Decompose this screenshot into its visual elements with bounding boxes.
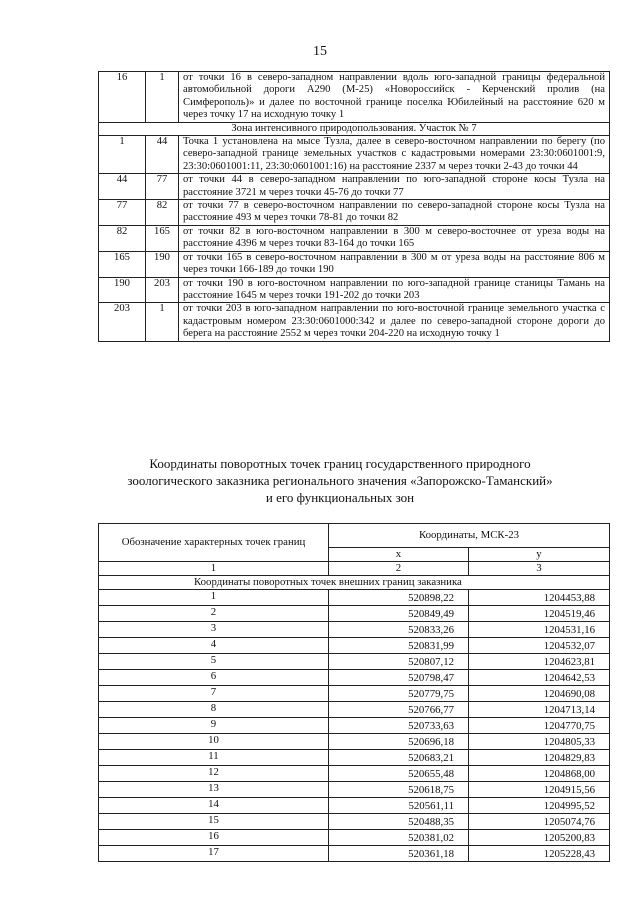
column-index: 2 bbox=[329, 562, 469, 576]
coord-x: 520381,02 bbox=[329, 830, 469, 846]
coord-y: 1204805,33 bbox=[469, 734, 610, 750]
coordinate-row bbox=[99, 606, 610, 622]
point-to: 1 bbox=[146, 72, 179, 123]
point-number: 11 bbox=[99, 750, 329, 766]
point-from: 190 bbox=[99, 277, 146, 303]
coordinates-title bbox=[60, 455, 620, 506]
coordinate-row bbox=[99, 686, 610, 702]
coord-y: 1204868,00 bbox=[469, 766, 610, 782]
coordinate-row bbox=[99, 702, 610, 718]
coordinate-row bbox=[99, 782, 610, 798]
point-from: 44 bbox=[99, 174, 146, 200]
coord-x: 520766,77 bbox=[329, 702, 469, 718]
title-line: Координаты поворотных точек границ государственного природного bbox=[149, 456, 531, 471]
header-y: у bbox=[469, 548, 610, 562]
point-number: 5 bbox=[99, 654, 329, 670]
point-number: 14 bbox=[99, 798, 329, 814]
coordinate-row bbox=[99, 622, 610, 638]
point-number: 1 bbox=[99, 590, 329, 606]
point-to: 165 bbox=[146, 225, 179, 251]
boundary-description: от точки 190 в юго-восточном направлении по юго-западной границе станицы Тамань на расстояние 1645 м через точки 191-202 до точки 203 bbox=[179, 277, 610, 303]
point-number: 12 bbox=[99, 766, 329, 782]
boundary-row bbox=[99, 225, 610, 251]
point-number: 15 bbox=[99, 814, 329, 830]
coordinate-row bbox=[99, 846, 610, 862]
boundary-description: от точки 44 в северо-западном направлении по юго-западной стороне косы Тузла на расстояние 3721 м через точки 45-76 до точки 77 bbox=[179, 174, 610, 200]
point-number: 4 bbox=[99, 638, 329, 654]
coord-x: 520561,11 bbox=[329, 798, 469, 814]
point-to: 82 bbox=[146, 200, 179, 226]
coordinate-row bbox=[99, 766, 610, 782]
header-x: х bbox=[329, 548, 469, 562]
title-line: зоологического заказника регионального значения «Запорожско-Таманский» bbox=[127, 473, 553, 488]
coordinate-row bbox=[99, 750, 610, 766]
point-to: 77 bbox=[146, 174, 179, 200]
coordinate-row bbox=[99, 638, 610, 654]
coord-x: 520683,21 bbox=[329, 750, 469, 766]
boundary-row bbox=[99, 277, 610, 303]
point-from: 1 bbox=[99, 136, 146, 174]
coord-x: 520361,18 bbox=[329, 846, 469, 862]
point-to: 44 bbox=[146, 136, 179, 174]
column-index: 3 bbox=[469, 562, 610, 576]
point-number: 10 bbox=[99, 734, 329, 750]
boundary-row bbox=[99, 122, 610, 135]
coordinates-table bbox=[98, 523, 610, 862]
coordinate-row bbox=[99, 718, 610, 734]
coord-y: 1204531,16 bbox=[469, 622, 610, 638]
coord-y: 1204829,83 bbox=[469, 750, 610, 766]
coord-y: 1204532,07 bbox=[469, 638, 610, 654]
coord-x: 520779,75 bbox=[329, 686, 469, 702]
point-number: 2 bbox=[99, 606, 329, 622]
point-from: 77 bbox=[99, 200, 146, 226]
coord-x: 520488,35 bbox=[329, 814, 469, 830]
boundary-row bbox=[99, 200, 610, 226]
coord-x: 520807,12 bbox=[329, 654, 469, 670]
point-number: 16 bbox=[99, 830, 329, 846]
boundary-description: от точки 165 в северо-восточном направлении в 300 м от уреза воды на расстояние 806 м через точки 166-189 до точки 190 bbox=[179, 251, 610, 277]
coordinate-row bbox=[99, 734, 610, 750]
coord-x: 520831,99 bbox=[329, 638, 469, 654]
coord-x: 520655,48 bbox=[329, 766, 469, 782]
boundary-description: от точки 82 в юго-восточном направлении в 300 м северо-восточнее от уреза воды на расстояние 4396 м через точки 83-164 до точки 165 bbox=[179, 225, 610, 251]
point-from: 203 bbox=[99, 303, 146, 341]
coordinate-row bbox=[99, 654, 610, 670]
coord-y: 1204770,75 bbox=[469, 718, 610, 734]
coord-x: 520618,75 bbox=[329, 782, 469, 798]
coord-y: 1204915,56 bbox=[469, 782, 610, 798]
coord-x: 520798,47 bbox=[329, 670, 469, 686]
coordinate-row bbox=[99, 670, 610, 686]
boundary-row bbox=[99, 303, 610, 341]
coord-y: 1204623,81 bbox=[469, 654, 610, 670]
boundary-row bbox=[99, 136, 610, 174]
coord-y: 1204453,88 bbox=[469, 590, 610, 606]
point-number: 17 bbox=[99, 846, 329, 862]
boundary-description: от точки 16 в северо-западном направлении вдоль юго-западной границы федеральной автомобильной дороги А290 (М-25) «Новороссийск - Керченский пролив (на Симферополь)» и далее по восточной границе поселка Юбилейный на расстояние 620 м через точку 17 на исходную точку 1 bbox=[179, 72, 610, 123]
boundary-row bbox=[99, 174, 610, 200]
header-coordinates: Координаты, МСК-23 bbox=[329, 524, 610, 548]
point-to: 1 bbox=[146, 303, 179, 341]
point-from: 82 bbox=[99, 225, 146, 251]
zone-heading: Зона интенсивного природопользования. Участок № 7 bbox=[99, 122, 610, 135]
boundary-row bbox=[99, 251, 610, 277]
boundary-row bbox=[99, 72, 610, 123]
header-points: Обозначение характерных точек границ bbox=[99, 524, 329, 562]
point-number: 9 bbox=[99, 718, 329, 734]
coord-y: 1204690,08 bbox=[469, 686, 610, 702]
coord-x: 520833,26 bbox=[329, 622, 469, 638]
boundary-description-table bbox=[98, 71, 610, 342]
point-to: 203 bbox=[146, 277, 179, 303]
coordinate-row bbox=[99, 830, 610, 846]
coordinate-row bbox=[99, 798, 610, 814]
section-heading: Координаты поворотных точек внешних границ заказника bbox=[99, 576, 610, 590]
page-number: 15 bbox=[313, 44, 327, 59]
coordinate-row bbox=[99, 590, 610, 606]
point-number: 8 bbox=[99, 702, 329, 718]
coordinate-row bbox=[99, 814, 610, 830]
coord-y: 1205074,76 bbox=[469, 814, 610, 830]
coord-x: 520849,49 bbox=[329, 606, 469, 622]
coord-y: 1204713,14 bbox=[469, 702, 610, 718]
boundary-description: от точки 77 в северо-восточном направлении по северо-западной стороне косы Тузла на расстояние 493 м через точки 78-81 до точки 82 bbox=[179, 200, 610, 226]
boundary-description: от точки 203 в юго-западном направлении по юго-восточной границе земельного участка с кадастровым номером 23:30:0601000:342 и далее по северо-западной стороне дороги до берега на расстояние 2552 м через точки 204-220 на исходную точку 1 bbox=[179, 303, 610, 341]
point-number: 6 bbox=[99, 670, 329, 686]
coord-y: 1204995,52 bbox=[469, 798, 610, 814]
coord-x: 520696,18 bbox=[329, 734, 469, 750]
point-number: 13 bbox=[99, 782, 329, 798]
point-number: 3 bbox=[99, 622, 329, 638]
point-number: 7 bbox=[99, 686, 329, 702]
coord-y: 1204642,53 bbox=[469, 670, 610, 686]
point-from: 165 bbox=[99, 251, 146, 277]
boundary-description: Точка 1 установлена на мысе Тузла, далее в северо-восточном направлении по берегу (по северо-западной границе земельных участков с кадастровыми номерами 23:30:0601001:9, 23:30:0601001:11, 23:30:0601001:16) на расстояние 2337 м через точки 2-43 до точки 44 bbox=[179, 136, 610, 174]
column-index: 1 bbox=[99, 562, 329, 576]
coord-y: 1205228,43 bbox=[469, 846, 610, 862]
point-to: 190 bbox=[146, 251, 179, 277]
coord-x: 520733,63 bbox=[329, 718, 469, 734]
point-from: 16 bbox=[99, 72, 146, 123]
coord-y: 1204519,46 bbox=[469, 606, 610, 622]
coord-x: 520898,22 bbox=[329, 590, 469, 606]
coord-y: 1205200,83 bbox=[469, 830, 610, 846]
title-line: и его функциональных зон bbox=[265, 490, 415, 505]
